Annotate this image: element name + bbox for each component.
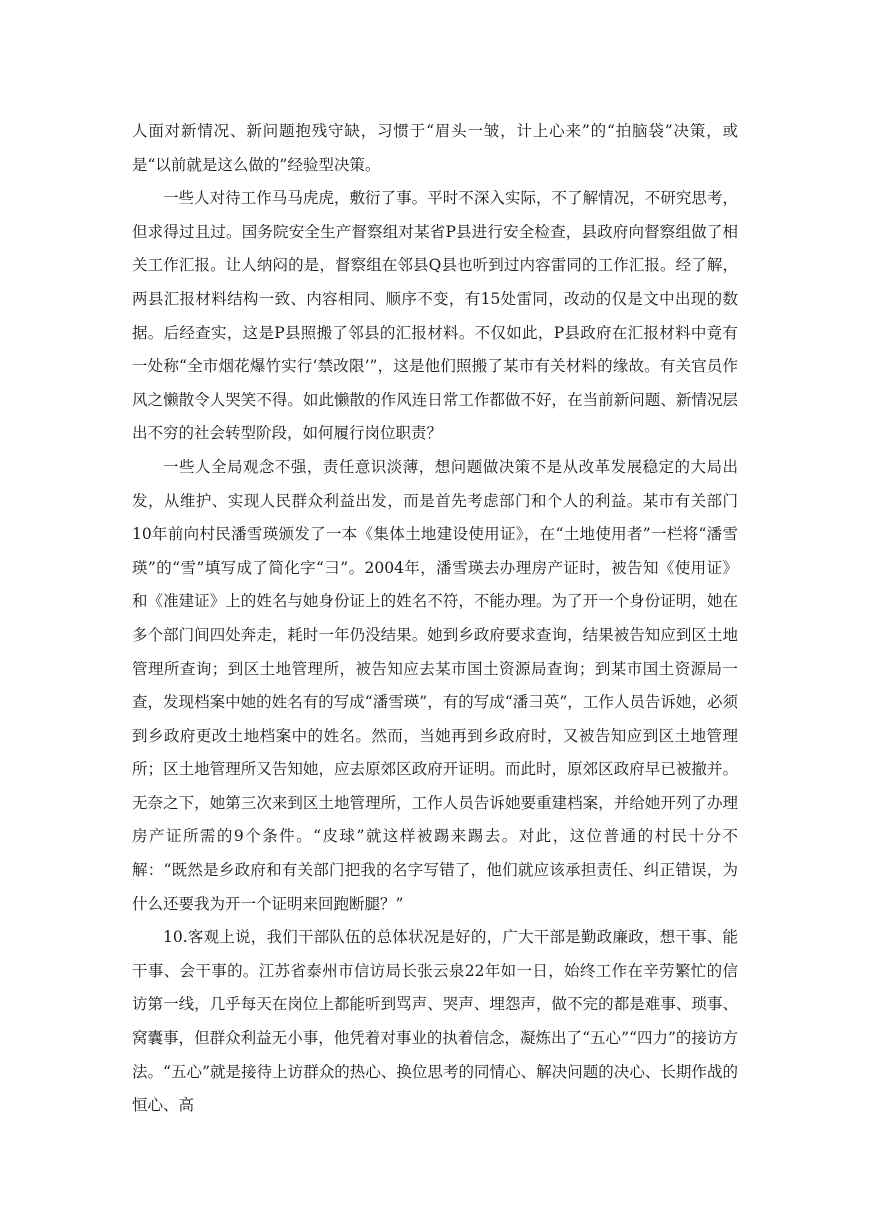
paragraph-2: 一些人对待工作马马虎虎，敷衍了事。平时不深入实际，不了解情况，不研究思考，但求得过且过。国务院安全生产督察组对某省P县进行安全检查，县政府向督察组做了相关工作汇报。让人纳闷的是，督察组在邻县Q县也听到过内容雷同的工作汇报。经了解，两县汇报材料结构一致、内容相同、顺序不变，有15处雷同，改动的仅是文中出现的数据。后经查实，这是P县照搬了邻县的汇报材料。不仅如此，P县政府在汇报材料中竟有一处称“全市烟花爆竹实行‘禁改限’”，这是他们照搬了某市有关材料的缘故。有关官员作风之懒散令人哭笑不得。如此懒散的作风连日常工作都做不好，在当前新问题、新情况层出不穷的社会转型阶段，如何履行岗位职责？	[132, 189, 738, 443]
paragraph-4: 10.客观上说，我们干部队伍的总体状况是好的，广大干部是勤政廉政，想干事、能干事、会干事的。江苏省泰州市信访局长张云泉22年如一日，始终工作在辛劳繁忙的信访第一线，几乎每天在岗位上都能听到骂声、哭声、埋怨声，做不完的都是难事、琐事、窝囊事，但群众利益无小事，他凭着对事业的执着信念，凝炼出了“五心”“四力”的接访方法。“五心”就是接待上访群众的热心、换位思考的同情心、解决问题的决心、长期作战的恒心、高	[132, 928, 738, 1115]
paragraph-3: 一些人全局观念不强，责任意识淡薄，想问题做决策不是从改革发展稳定的大局出发，从维护、实现人民群众利益出发，而是首先考虑部门和个人的利益。某市有关部门10年前向村民潘雪瑛颁发了一本《集体土地建设使用证》，在“土地使用者”一栏将“潘雪瑛”的“雪”填写成了简化字“彐”。2004年，潘雪瑛去办理房产证时，被告知《使用证》和《准建证》上的姓名与她身份证上的姓名不符，不能办理。为了开一个身份证明，她在多个部门间四处奔走，耗时一年仍没结果。她到乡政府要求查询，结果被告知应到区土地管理所查询；到区土地管理所，被告知应去某市国土资源局查询；到某市国土资源局一查，发现档案中她的姓名有的写成“潘雪瑛”，有的写成“潘彐英”，工作人员告诉她，必须到乡政府更改土地档案中的姓名。然而，当她再到乡政府时，又被告知应到区土地管理所；区土地管理所又告知她，应去原郊区政府开证明。而此时，原郊区政府早已被撤并。无奈之下，她第三次来到区土地管理所，工作人员告诉她要重建档案，并给她开列了办理房产证所需的9个条件。“皮球”就这样被踢来踢去。对此，这位普通的村民十分不解：“既然是乡政府和有关部门把我的名字写错了，他们就应该承担责任、纠正错误，为什么还要我为开一个证明来回跑断腿？”	[132, 457, 738, 913]
paragraph-1: 人面对新情况、新问题抱残守缺，习惯于“眉头一皱，计上心来”的“拍脑袋”决策，或是“以前就是这么做的”经验型决策。	[132, 122, 738, 174]
document-body	[132, 115, 738, 1123]
